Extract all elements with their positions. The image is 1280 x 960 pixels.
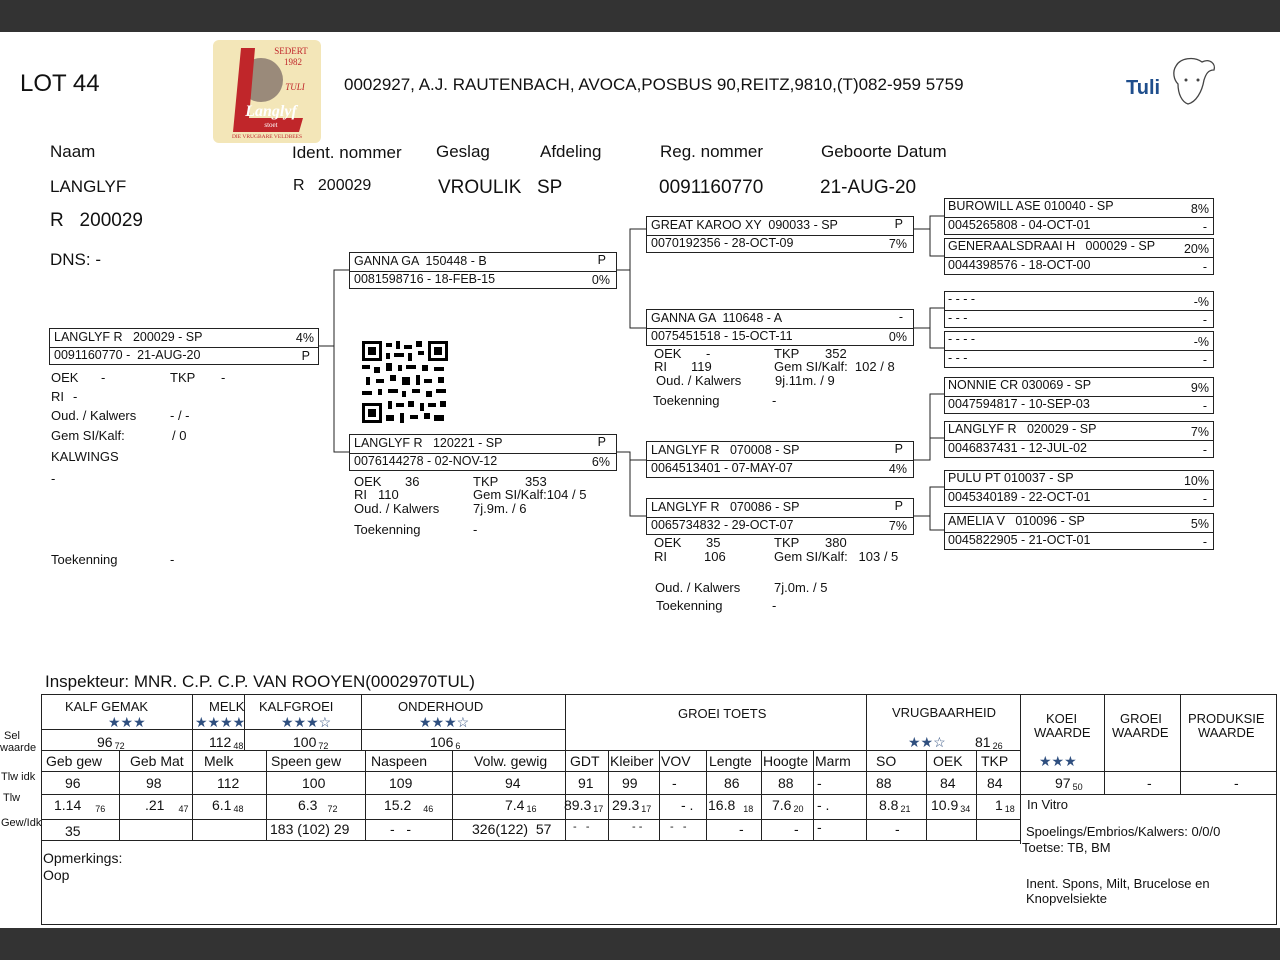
pedigree-ggp-6: LANGLYF R 020029 - SP 7% 0046837431 - 12-JUL-02 - — [944, 421, 1214, 458]
sire-dam-tkp-value: 352 — [825, 346, 847, 361]
label-geslag: Geslag — [436, 142, 490, 161]
pedigree-sire-sire: GREAT KAROO XY 090033 - SP P 0070192356 - 28-OCT-09 7% — [646, 216, 914, 253]
dam-dam-tkp-value: 380 — [825, 535, 847, 550]
idk-geb-mat: 98 — [146, 775, 162, 791]
pedigree-dam: LANGLYF R 120221 - SP P 0076144278 - 02-NOV-12 6% — [349, 434, 617, 471]
gew-gdt: - - — [573, 821, 590, 833]
col-marm: Marm — [815, 753, 851, 769]
subject-ri-label: RI — [51, 389, 64, 404]
col-volw-gewig: Volw. gewig — [474, 753, 548, 769]
dam-ri-value: 110 — [378, 487, 399, 502]
col-hoogte: Hoogte — [763, 753, 809, 769]
tlw-naspeen: 15.2 $_{46}$ — [384, 797, 434, 814]
idk-vov: - — [672, 775, 677, 791]
col-speen-gew: Speen gew — [271, 753, 342, 769]
sire-dam-gem: Gem SI/Kalf: 102 / 8 — [774, 359, 895, 374]
dam-oek-value: 36 — [405, 474, 420, 489]
animal-dob: 21-AUG-20 — [820, 177, 917, 198]
gew-so: - — [895, 821, 900, 837]
groei-waarde-1: GROEI — [1120, 711, 1162, 726]
col-geb-gew: Geb gew — [46, 753, 103, 769]
tlw-tkp: 1 $_{18}$ — [995, 797, 1015, 814]
label-waarde: waarde — [0, 742, 37, 754]
pedigree-ggp-2: GENERAALSDRAAI H 000029 - SP 20% 0044398576 - 18-OCT-00 - — [944, 238, 1214, 275]
koei-waarde-value: 97 $_{50}$ — [1055, 775, 1083, 792]
animal-geslag: VROULIK — [438, 177, 522, 198]
label-sel: Sel — [4, 730, 20, 742]
idk-naspeen: 109 — [389, 775, 413, 791]
svg-text:1982: 1982 — [284, 57, 302, 67]
pedigree-ggp-5: NONNIE CR 030069 - SP 9% 0047594817 - 10-SEP-03 - — [944, 377, 1214, 414]
idk-marm: - — [817, 775, 822, 791]
group-kalfgroei: KALFGROEI — [259, 699, 334, 714]
svg-text:stoet: stoet — [264, 121, 278, 129]
animal-name: LANGLYF — [50, 177, 127, 196]
subject-ri-value: - — [73, 389, 78, 404]
subject-oek-label: OEK — [51, 370, 79, 385]
sire-dam-tkp-label: TKP — [774, 346, 800, 361]
melk-stars: ★★★★ — [195, 714, 246, 730]
idk-geb-gew: 96 — [65, 775, 81, 791]
owner-info: 0002927, A.J. RAUTENBACH, AVOCA,POSBUS 90,REITZ,9810,(T)082-959 5759 — [344, 75, 964, 94]
dns-status: DNS: - — [50, 250, 101, 269]
gew-geb-gew: 35 — [65, 823, 81, 839]
melk-value: 112 $_{48}$ — [209, 734, 244, 751]
subject-kalwings: KALWINGS — [51, 449, 119, 464]
label-reg: Reg. nommer — [660, 142, 763, 161]
group-groei-toets: GROEI TOETS — [678, 706, 767, 721]
idk-speen-gew: 100 — [302, 775, 326, 791]
dam-dam-ri-value: 106 — [704, 549, 726, 564]
group-kalf-gemak: KALF GEMAK — [65, 699, 149, 714]
pedigree-ggp-7: PULU PT 010037 - SP 10% 0045340189 - 22-OCT-01 - — [944, 470, 1214, 507]
dam-toekenning-label: Toekenning — [354, 522, 421, 537]
dam-oek-label: OEK — [354, 474, 382, 489]
gew-marm: - — [817, 819, 822, 835]
subject-oek-value: - — [101, 370, 106, 385]
opmerkings-value: Oop — [43, 867, 70, 883]
col-tkp: TKP — [981, 753, 1009, 769]
gew-naspeen: - - — [390, 821, 411, 837]
pedigree-subject: LANGLYF R 200029 - SP 4% 0091160770 - 21-AUG-20 P — [49, 328, 319, 365]
col-naspeen: Naspeen — [371, 753, 428, 769]
onderhoud-value: 106 $_6$ — [430, 734, 461, 751]
label-naam: Naam — [50, 142, 96, 161]
subject-gem-label: Gem SI/Kalf: — [51, 428, 125, 443]
col-vov: VOV — [661, 753, 691, 769]
animal-code: R 200029 — [50, 210, 143, 231]
dam-dam-gem: Gem SI/Kalf: 103 / 5 — [774, 549, 899, 564]
group-vrugbaarheid: VRUGBAARHEID — [892, 705, 997, 720]
tlw-vov: - . — [681, 797, 694, 813]
pedigree-dam-dam: LANGLYF R 070086 - SP P 0065734832 - 29-OCT-07 7% — [646, 498, 914, 535]
produksie-waarde-2: WAARDE — [1198, 725, 1255, 740]
tlw-melk: 6.1 $_{48}$ — [212, 797, 244, 814]
tlw-lengte: 16.8 $_{18}$ — [708, 797, 754, 814]
subject-toekenning-label: Toekenning — [51, 552, 118, 567]
gew-lengte: - — [739, 821, 744, 837]
label-geboorte: Geboorte Datum — [821, 142, 947, 161]
kalfgroei-stars: ★★★☆ — [281, 714, 332, 730]
idk-so: 88 — [876, 775, 892, 791]
sire-dam-toekenning-label: Toekenning — [653, 393, 720, 408]
koei-waarde-1: KOEI — [1046, 711, 1078, 726]
dam-dam-oud-label: Oud. / Kalwers — [655, 580, 741, 595]
group-melk: MELK — [209, 699, 245, 714]
pedigree-ggp-8: AMELIA V 010096 - SP 5% 0045822905 - 21-OCT-01 - — [944, 513, 1214, 550]
pedigree-sire-dam: GANNA GA 110648 - A - 0075451518 - 15-OCT-11 0% — [646, 309, 914, 346]
sire-dam-oud-value: 9j.11m. / 9 — [775, 373, 835, 388]
pedigree-dam-sire: LANGLYF R 070008 - SP P 0064513401 - 07-MAY-07 4% — [646, 441, 914, 478]
label-tlw-idk: Tlw idk — [1, 771, 36, 783]
dam-gem: Gem SI/Kalf:104 / 5 — [473, 487, 587, 502]
sire-dam-ri-value: 119 — [691, 359, 712, 374]
pedigree-ggp-3: - - - - -% - - - - — [944, 291, 1214, 328]
tlw-speen-gew: 6.3 $_{72}$ — [298, 797, 338, 814]
tlw-gdt: 89.3 $_{17}$ — [564, 797, 604, 814]
spoelings-info: Spoelings/Embrios/Kalwers: 0/0/0 — [1026, 824, 1221, 839]
kalfgroei-value: 100 $_{72}$ — [293, 734, 329, 751]
inent-info-2: Knopvelsiekte — [1026, 891, 1107, 906]
pedigree-sire: GANNA GA 150448 - B P 0081598716 - 18-FEB-15 0% — [349, 252, 617, 289]
qr-code — [362, 341, 448, 423]
col-melk: Melk — [204, 753, 234, 769]
tlw-oek: 10.9 $_{34}$ — [931, 797, 971, 814]
dam-dam-ri-label: RI — [654, 549, 667, 564]
gew-speen-gew: 183 (102) 29 — [270, 821, 350, 837]
subject-tkp-value: - — [221, 370, 226, 385]
groei-waarde-value: - — [1147, 775, 1152, 791]
subject-gem-value: / 0 — [172, 428, 187, 443]
dam-dam-tkp-label: TKP — [774, 535, 800, 550]
dam-dam-oek-label: OEK — [654, 535, 682, 550]
tlw-hoogte: 7.6 $_{20}$ — [772, 797, 804, 814]
animal-ident: R 200029 — [293, 177, 372, 194]
sire-dam-oek-label: OEK — [654, 346, 682, 361]
tlw-geb-gew: 1.14 $_{76}$ — [54, 797, 106, 814]
gew-volw-gewig: 326(122) 57 — [472, 821, 552, 837]
svg-text:DIE VRUGBARE VELDBEES: DIE VRUGBARE VELDBEES — [231, 134, 303, 140]
tlw-geb-mat: .21 $_{47}$ — [145, 797, 189, 814]
animal-reg: 0091160770 — [659, 177, 764, 198]
inent-info-1: Inent. Spons, Milt, Brucelose en — [1026, 876, 1210, 891]
koei-waarde-stars: ★★★ — [1039, 753, 1077, 769]
dam-tkp-value: 353 — [525, 474, 547, 489]
tlw-marm: - . — [817, 797, 830, 813]
idk-lengte: 86 — [724, 775, 740, 791]
in-vitro: In Vitro — [1027, 797, 1068, 812]
tlw-so: 8.8 $_{21}$ — [879, 797, 911, 814]
koei-waarde-2: WAARDE — [1034, 725, 1091, 740]
sire-dam-oek-value: - — [706, 346, 711, 361]
subject-kalwings-value: - — [51, 471, 56, 486]
subject-toekenning-value: - — [170, 552, 175, 567]
group-onderhoud: ONDERHOUD — [398, 699, 484, 714]
subject-oud-label: Oud. / Kalwers — [51, 408, 137, 423]
subject-tkp-label: TKP — [170, 370, 196, 385]
dam-dam-toekenning-label: Toekenning — [656, 598, 723, 613]
svg-text:Tuli: Tuli — [1126, 77, 1161, 99]
vrugbaarheid-stars: ★★☆ — [908, 734, 946, 750]
subject-oud-value: - / - — [170, 408, 190, 423]
tlw-volw-gewig: 7.4 $_{16}$ — [505, 797, 537, 814]
col-kleiber: Kleiber — [610, 753, 654, 769]
gew-hoogte: - — [794, 821, 799, 837]
idk-kleiber: 99 — [622, 775, 638, 791]
dam-dam-oek-value: 35 — [706, 535, 721, 550]
pedigree-ggp-1: BUROWILL ASE 010040 - SP 8% 0045265808 - 04-OCT-01 - — [944, 198, 1214, 235]
inspector: Inspekteur: MNR. C.P. C.P. VAN ROOYEN(0002970TUL) — [45, 672, 475, 691]
produksie-waarde-1: PRODUKSIE — [1188, 711, 1265, 726]
kalf-gemak-stars: ★★★ — [108, 714, 146, 730]
col-gdt: GDT — [570, 753, 600, 769]
dam-dam-toekenning-value: - — [772, 598, 777, 613]
col-geb-mat: Geb Mat — [130, 753, 184, 769]
sire-dam-toekenning-value: - — [772, 393, 777, 408]
onderhoud-stars: ★★★☆ — [419, 714, 470, 730]
dam-toekenning-value: - — [473, 522, 478, 537]
dam-oud-label: Oud. / Kalwers — [354, 501, 440, 516]
col-so: SO — [876, 753, 897, 769]
dam-ri-label: RI — [354, 487, 367, 502]
idk-gdt: 91 — [578, 775, 594, 791]
svg-text:SEDERT: SEDERT — [274, 46, 308, 56]
gew-vov: - - — [670, 821, 687, 833]
col-oek: OEK — [933, 753, 963, 769]
sire-dam-oud-label: Oud. / Kalwers — [656, 373, 742, 388]
idk-tkp: 84 — [987, 775, 1003, 791]
svg-text:TULI: TULI — [285, 82, 305, 92]
vrugbaarheid-value: 81 $_{26}$ — [975, 734, 1003, 751]
idk-hoogte: 88 — [778, 775, 794, 791]
animal-afdeling: SP — [537, 177, 563, 198]
lot-number: LOT 44 — [20, 70, 100, 97]
idk-oek: 84 — [940, 775, 956, 791]
sire-dam-ri-label: RI — [654, 359, 667, 374]
gew-kleiber: - - — [632, 821, 643, 833]
dam-tkp-label: TKP — [473, 474, 499, 489]
col-lengte: Lengte — [709, 753, 752, 769]
dam-oud-value: 7j.9m. / 6 — [473, 501, 527, 516]
tlw-kleiber: 29.3 $_{17}$ — [612, 797, 652, 814]
label-gew-idk: Gew/Idk — [1, 817, 42, 829]
label-tlw: Tlw — [3, 792, 21, 804]
label-afdeling: Afdeling — [540, 142, 602, 161]
groei-waarde-2: WAARDE — [1112, 725, 1169, 740]
idk-melk: 112 — [217, 775, 240, 791]
toetse-info: Toetse: TB, BM — [1022, 840, 1111, 855]
opmerkings-label: Opmerkings: — [43, 850, 123, 866]
dam-dam-oud-value: 7j.0m. / 5 — [774, 580, 828, 595]
svg-text:Langlyf: Langlyf — [245, 103, 297, 120]
idk-volw-gewig: 94 — [505, 775, 521, 791]
label-ident: Ident. nommer — [292, 143, 402, 162]
kalf-gemak-value: 96 $_{72}$ — [97, 734, 125, 751]
produksie-waarde-value: - — [1234, 775, 1239, 791]
pedigree-ggp-4: - - - - -% - - - - — [944, 331, 1214, 368]
